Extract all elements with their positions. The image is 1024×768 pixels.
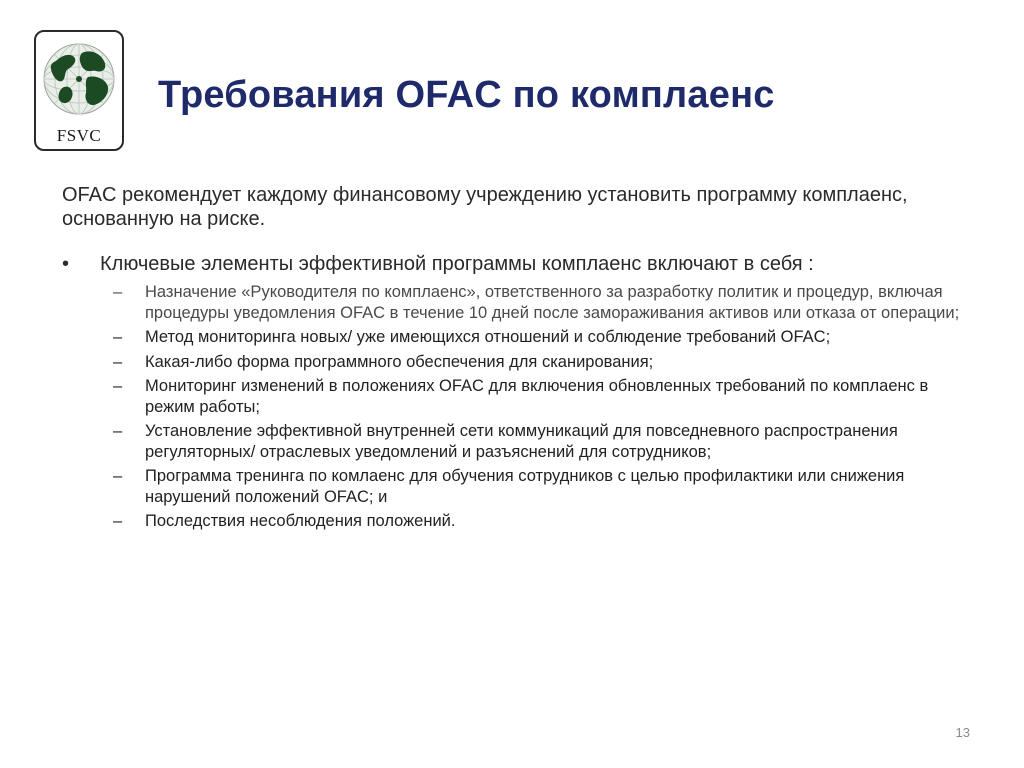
fsvc-logo xyxy=(34,30,124,151)
list-item-text: Последствия несоблюдения положений. xyxy=(145,512,456,530)
list-item-text: Мониторинг изменений в положениях OFAC для включения обновленных требований по комплаенс в режим работы; xyxy=(145,377,929,416)
page-number: 13 xyxy=(955,725,970,740)
list-item xyxy=(113,282,973,323)
key-elements-list xyxy=(113,282,973,536)
list-item xyxy=(113,466,973,507)
list-item-text: Установление эффективной внутренней сети коммуникаций для повседневного распространения регуляторных/ отраслевых уведомлений и разъяснений для сотрудников; xyxy=(145,422,898,461)
dash-symbol: – xyxy=(113,422,123,440)
globe-icon xyxy=(42,39,116,119)
list-item xyxy=(113,511,973,532)
dash-symbol: – xyxy=(113,283,123,301)
intro-paragraph: OFAC рекомендует каждому финансовому учреждению установить программу комплаенс, основанную на риске. xyxy=(62,184,908,230)
dash-symbol: – xyxy=(113,467,123,485)
list-item xyxy=(113,352,973,373)
dash-symbol: – xyxy=(113,377,123,395)
list-item xyxy=(113,327,973,348)
list-item xyxy=(113,421,973,462)
list-item xyxy=(113,376,973,417)
list-item-text: Программа тренинга по комлаенс для обучения сотрудников с целью профилактики или снижения нарушений положений OFAC; и xyxy=(145,467,905,506)
list-item-text: Метод мониторинга новых/ уже имеющихся отношений и соблюдение требований OFAC; xyxy=(145,328,831,346)
dash-symbol: – xyxy=(113,352,123,371)
dash-symbol: – xyxy=(113,328,123,346)
list-item-text: Какая-либо форма программного обеспечения для сканирования; xyxy=(145,352,654,371)
dash-symbol: – xyxy=(113,512,123,530)
main-bullet-text: Ключевые элементы эффективной программы комплаенс включают в себя : xyxy=(100,253,814,275)
list-item-text: Назначение «Руководителя по комплаенс», ответственного за разработку политик и процедур, включая процедуры уведомления OFAC в течение 10 дней после замораживания активов или отказа от операции; xyxy=(145,283,960,322)
slide-title: Требования OFAC по комплаенс xyxy=(158,74,775,116)
bullet-symbol: • xyxy=(62,253,70,275)
logo-text: FSVC xyxy=(56,126,102,145)
